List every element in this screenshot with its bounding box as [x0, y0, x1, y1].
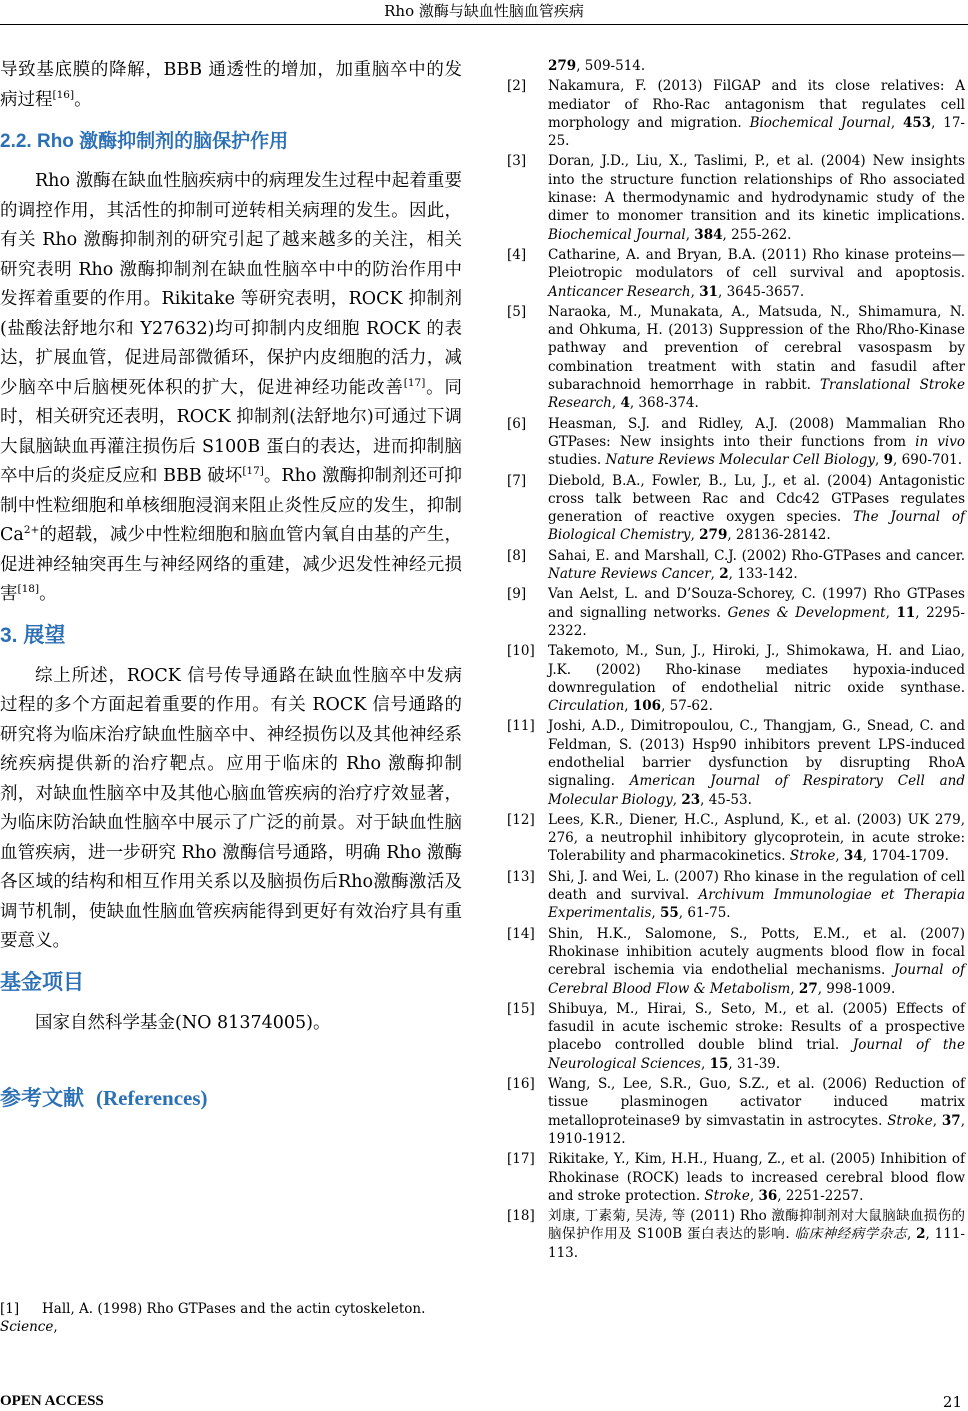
reference-number: [6] — [507, 415, 527, 432]
reference-number: [5] — [507, 303, 527, 320]
reference-text: Hall, A. (1998) Rho GTPases and the actin cytoskeleton. — [42, 1301, 426, 1317]
reference-journal: Biochemical Journal — [749, 114, 891, 131]
reference-number: [10] — [507, 643, 535, 660]
reference-journal: 临床神经病学杂志 — [794, 1226, 907, 1243]
reference-journal: The Journal of Biological Chemistry — [548, 509, 965, 544]
reference-1 — [0, 1300, 462, 1336]
reference-item — [507, 868, 965, 923]
footer-open-access: OPEN ACCESS — [0, 1393, 104, 1409]
reference-text: Nakamura, F. (2013) FilGAP and its close relatives: A mediator of Rho-Rac antagonism that regulates cell morphology and migration. — [548, 78, 965, 131]
right-column — [507, 57, 965, 1264]
reference-separator: , — [749, 1187, 759, 1204]
reference-journal: Biochemical Journal — [548, 226, 686, 243]
reference-volume: 11 — [896, 604, 916, 621]
reference-separator: , — [701, 1055, 710, 1072]
reference-text: Joshi, A.D., Dimitropoulou, C., Thangjam, G., Snead, C. and Feldman, S. (2013) Hsp90 inhibitors prevent LPS-induced endothelial barrier dysfunction by disrupting RhoA signaling. — [548, 718, 965, 790]
reference-journal: Stroke — [887, 1112, 933, 1129]
reference-separator: , — [690, 283, 700, 300]
reference-separator: , — [651, 905, 660, 922]
reference-journal: Genes & Development — [727, 604, 886, 621]
ion-charge: 2+ — [23, 524, 40, 537]
reference-number: [4] — [507, 246, 527, 263]
reference-volume: 34 — [843, 848, 863, 865]
reference-volume: 37 — [941, 1112, 961, 1129]
paragraph-outlook: 综上所述，ROCK 信号传导通路在缺血性脑卒中发病过程的多个方面起着重要的作用。有关 ROCK 信号通路的研究将为临床治疗缺血性脑卒中、神经损伤以及其他神经系统疾病提供新的治疗靶点。应用于临床的 Rho 激酶抑制剂，对缺血性脑卒中及其他心脑血管疾病的治疗疗效显著，为临床防治缺血性脑卒中展示了广泛的前景。对于缺血性脑血管疾病，进一步研究 Rho 激酶信号通路，明确 Rho 激酶各区域的结构和相互作用关系以及脑损伤后Rho激酶激活及调节机制，使缺血性脑血管疾病能得到更好有效治疗具有重要意义。 — [0, 665, 462, 951]
section-heading-2-2: 2.2. Rho 激酶抑制剂的脑保护作用 — [0, 131, 289, 152]
reference-separator: , — [835, 848, 844, 865]
paragraph-text: 。Rho 激酶抑制剂还可抑制中性粒细胞和单核细胞浸润来阻止炎性反应的发生，抑制 Ca — [0, 466, 462, 545]
reference-separator: , — [611, 395, 621, 412]
reference-journal: Stroke — [789, 848, 836, 865]
reference-text: Diebold, B.A., Fowler, B., Lu, J., et al. (2004) Antagonistic cross talk between Rac and Cdc42 GTPases regulates generation of reactive oxygen species. — [548, 472, 965, 526]
reference-item — [507, 246, 965, 301]
reference-item — [507, 1075, 965, 1148]
paragraph-end: 。 — [74, 89, 92, 110]
reference-pages: , 690-701. — [893, 452, 963, 469]
reference-volume: 453 — [902, 114, 932, 131]
reference-journal: Journal of Cerebral Blood Flow & Metabolism — [548, 962, 965, 997]
reference-text: Shibuya, M., Hirai, S., Seto, M., et al. (2005) Effects of fasudil in acute ischemic stroke: Results of a prospective placebo controlled double blind trial. — [548, 1000, 965, 1054]
reference-volume: 384 — [694, 226, 723, 243]
reference-volume: 2 — [916, 1226, 926, 1243]
reference-italic: in vivo — [915, 433, 965, 450]
reference-text: Doran, J.D., Liu, X., Taslimi, P., et al. (2004) New insights into the structure function relationships of Rho associated kinase: A thermodynamic and hydrodynamic study of the dimer to monomer transition and its kinetic implications. — [548, 153, 965, 225]
reference-item — [507, 925, 965, 998]
reference-journal: American Journal of Respiratory Cell and Molecular Biology — [548, 773, 965, 808]
reference-item — [507, 1207, 965, 1262]
reference-item — [507, 77, 965, 150]
paragraph-text: 的超载，减少中性粒细胞和脑血管内氧自由基的产生，促进神经轴突再生与神经网络的重建，减少迟发性神经元损害 — [0, 525, 462, 604]
reference-item — [507, 585, 965, 640]
reference-pages: , 1910-1912. — [548, 1112, 965, 1147]
reference-journal: Translational Stroke Research — [548, 377, 965, 412]
reference-journal: Stroke — [704, 1187, 750, 1204]
citation: [16] — [52, 88, 75, 101]
reference-item — [507, 415, 965, 470]
reference-text: Takemoto, M., Sun, J., Hiroki, J., Shimokawa, H. and Liao, J.K. (2002) Rho-kinase mediates hypoxia-induced downregulation of endothelial nitric oxide synthase. — [548, 643, 965, 696]
paragraph-end: 。 — [39, 584, 57, 604]
reference-number: [3] — [507, 153, 527, 170]
reference-separator: , — [690, 527, 700, 544]
paragraph-text: 。同时，相关研究还表明，ROCK 抑制剂(法舒地尔)可通过下调大鼠脑缺血再灌注损伤后 S100B 蛋白的表达，进而抑制脑卒中后的炎症反应和 BBB 破坏 — [0, 377, 462, 486]
running-header: Rho 激酶与缺血性脑血管疾病 — [384, 2, 584, 20]
reference-separator: , — [624, 698, 633, 715]
reference-text: Rikitake, Y., Kim, H.H., Huang, Z., et al. (2005) Inhibition of Rhokinase (ROCK) leads to increased cerebral blood flow and stroke protection. — [548, 1151, 965, 1204]
reference-text: Van Aelst, L. and D’Souza-Schorey, C. (1997) Rho GTPases and signalling networks. — [548, 586, 965, 621]
reference-journal: Circulation — [548, 698, 625, 715]
reference-item — [507, 547, 965, 584]
reference-item — [507, 717, 965, 808]
reference-pages: , 368-374. — [629, 395, 699, 412]
reference-pages: , 28136-28142. — [727, 527, 831, 544]
reference-item — [507, 152, 965, 243]
references-heading-en: (References) — [96, 1086, 208, 1110]
reference-pages: , 45-53. — [700, 791, 752, 808]
reference-number: [9] — [507, 586, 527, 603]
reference-text: Naraoka, M., Munakata, A., Matsuda, N., Shimamura, N. and Ohkuma, H. (2013) Suppression of the Rho/Rho-Kinase pathway and prevention of cerebral vasospasm by combination treatment with statin and fasudil after subarachnoid hemorrhage in rabbit. — [548, 303, 965, 394]
paragraph-text: 导致基底膜的降解，BBB 通透性的增加，加重脑卒中的发病过程 — [0, 60, 462, 110]
reference-item — [507, 642, 965, 715]
reference-pages: , 1704-1709. — [862, 848, 949, 865]
reference-separator: , — [672, 791, 682, 808]
reference-separator: , — [685, 226, 695, 243]
reference-pages: , 998-1009. — [817, 980, 896, 997]
reference-text: Heasman, S.J. and Ridley, A.J. (2008) Mammalian Rho GTPases: New insights into their functions from — [548, 415, 965, 450]
reference-number: [14] — [507, 925, 535, 942]
references-heading — [0, 1082, 462, 1115]
reference-text: Sahai, E. and Marshall, C.J. (2002) Rho-GTPases and cancer. — [548, 547, 965, 564]
reference-text: Shi, J. and Wei, L. (2007) Rho kinase in the regulation of cell death and survival. — [548, 868, 965, 904]
reference-volume: 279 — [548, 58, 577, 74]
references-heading-cn: 参考文献 — [0, 1087, 84, 1110]
header-rule — [0, 24, 968, 25]
reference-volume: 31 — [699, 283, 719, 300]
citation: [17] — [242, 465, 264, 478]
reference-item — [507, 472, 965, 545]
citation: [18] — [17, 583, 40, 596]
footer-page-number: 21 — [942, 1393, 962, 1411]
reference-item — [507, 1150, 965, 1205]
reference-journal: Archivum Immunologiae et Therapia Experimentalis — [548, 887, 965, 922]
reference-number: [2] — [507, 78, 527, 95]
reference-item — [507, 1000, 965, 1073]
reference-pages: , 57-62. — [661, 698, 713, 715]
reference-number: [13] — [507, 868, 535, 885]
section-heading-3: 3. 展望 — [0, 623, 66, 647]
reference-pages: , 31-39. — [728, 1055, 781, 1072]
reference-text: studies. — [548, 452, 606, 469]
reference-pages: , 17-25. — [548, 114, 965, 150]
reference-text: Shin, H.K., Salomone, S., Potts, E.M., et al. (2007) Rhokinase inhibition acutely augments blood flow in focal cerebral ischemia via endothelial mechanisms. — [548, 925, 965, 979]
reference-volume: 2 — [719, 566, 729, 583]
reference-volume: 15 — [709, 1055, 729, 1072]
reference-separator: , — [890, 114, 903, 131]
reference-number: [16] — [507, 1076, 535, 1093]
paragraph-text: Rho 激酶在缺血性脑疾病中的病理发生过程中起着重要的调控作用，其活性的抑制可逆转相关病理的发生。因此，有关 Rho 激酶抑制剂的研究引起了越来越多的关注，相关研究表明 Rho 激酶抑制剂在缺血性脑卒中中的防治作用中发挥着重要的作用。Rikitake 等研究表明，ROCK 抑制剂(盐酸法舒地尔和 Y27632)均可抑制内皮细胞 ROCK 的表达，扩展血管，促进局部微循环，保护内皮细胞的活力，减少脑卒中后脑梗死体积的扩大，促进神经功能改善 — [0, 171, 462, 398]
funding-text: 国家自然科学基金(NO 81374005)。 — [35, 1012, 331, 1033]
reference-item — [507, 811, 965, 866]
reference-number: [8] — [507, 547, 527, 564]
reference-number: [18] — [507, 1208, 535, 1225]
reference-volume: 55 — [660, 905, 679, 922]
reference-text: Wang, S., Lee, S.R., Guo, S.Z., et al. (2006) Reduction of tissue plasminogen activator induced matrix metalloproteinase9 by simvastatin in astrocytes. — [548, 1076, 965, 1129]
reference-separator: , — [932, 1112, 942, 1129]
reference-pages: , 2295-2322. — [548, 604, 965, 639]
reference-pages: , 509-514. — [576, 58, 646, 74]
reference-text: Catharine, A. and Bryan, B.A. (2011) Rho kinase proteins—Pleiotropic modulators of cell survival and apoptosis. — [548, 246, 965, 282]
reference-pages: , 2251-2257. — [777, 1187, 864, 1204]
reference-separator: , — [885, 604, 897, 621]
reference-pages: , 133-142. — [728, 566, 798, 583]
reference-pages: , 3645-3657. — [718, 283, 805, 300]
reference-volume: 23 — [681, 791, 701, 808]
reference-text: 刘康, 丁素菊, 吴涛, 等 (2011) Rho 激酶抑制剂对大鼠脑缺血损伤的脑保护作用及 S100B 蛋白表达的影响. — [548, 1208, 965, 1243]
reference-separator: , — [906, 1226, 917, 1243]
left-column — [0, 56, 462, 1125]
reference-volume: 4 — [620, 395, 630, 412]
reference-pages: , 255-262. — [722, 226, 792, 243]
reference-journal: Nature Reviews Molecular Cell Biology — [605, 452, 876, 469]
reference-journal: Nature Reviews Cancer — [548, 566, 711, 583]
reference-pages: , 61-75. — [678, 905, 731, 922]
reference-1-continuation — [507, 57, 965, 75]
reference-volume: 106 — [632, 698, 662, 715]
reference-text: Lees, K.R., Diener, H.C., Asplund, K., et al. (2003) UK 279, 276, a neutrophil inhibitory glycoprotein, in acute stroke: Tolerability and pharmacokinetics. — [548, 811, 965, 865]
reference-number: [11] — [507, 718, 535, 735]
reference-list — [507, 77, 965, 1262]
reference-volume: 27 — [798, 980, 818, 997]
reference-journal: Science — [0, 1319, 54, 1335]
reference-number: [17] — [507, 1151, 535, 1168]
funding-heading: 基金项目 — [0, 970, 84, 994]
reference-separator: , — [875, 452, 884, 469]
reference-number: [1] — [0, 1301, 20, 1317]
reference-journal: Anticancer Research — [548, 283, 691, 300]
reference-journal: Journal of the Neurological Sciences — [548, 1037, 965, 1072]
reference-number: [7] — [507, 472, 527, 489]
reference-separator: , — [710, 566, 720, 583]
reference-volume: 9 — [883, 452, 894, 469]
reference-pages: , 111-113. — [548, 1226, 965, 1261]
reference-volume: 279 — [699, 527, 728, 544]
paragraph-continuation — [0, 56, 462, 115]
citation: [17] — [403, 376, 426, 389]
reference-separator: , — [790, 980, 799, 997]
paragraph-rho-inhibitors — [0, 167, 462, 610]
reference-volume: 36 — [758, 1187, 778, 1204]
reference-number: [12] — [507, 811, 535, 828]
reference-number: [15] — [507, 1000, 535, 1017]
reference-item — [507, 303, 965, 413]
reference-end: , — [53, 1319, 58, 1335]
